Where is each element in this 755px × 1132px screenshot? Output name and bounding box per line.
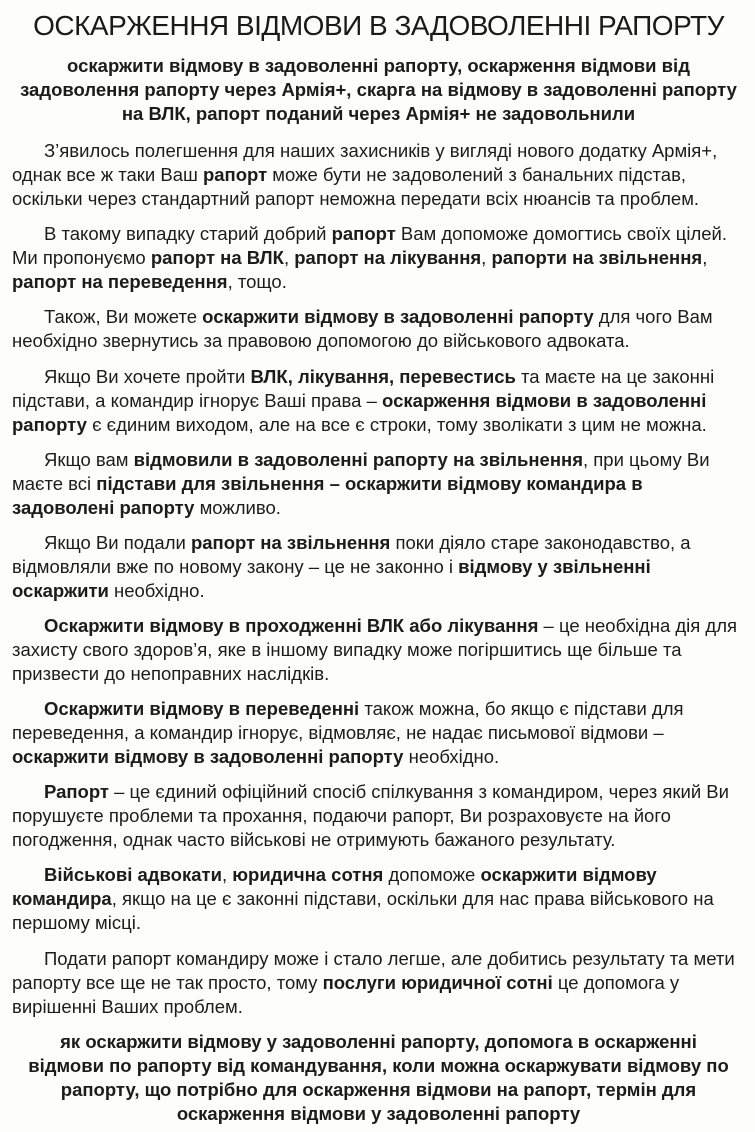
bold-text-run: рапорт на лікування: [294, 247, 482, 269]
document-title: ОСКАРЖЕННЯ ВІДМОВИ В ЗАДОВОЛЕННІ РАПОРТУ: [33, 10, 724, 41]
text-run: поки діяло старе законодавство, а відмовляли вже по новому закону – це не законно і: [12, 531, 691, 577]
bold-text-run: рапорт на переведення: [12, 271, 228, 293]
text-run: В такому випадку старий добрий: [44, 223, 332, 245]
paragraph: [12, 448, 745, 520]
bold-text-run: підстави для звільнення – оскаржити відмову командира в задоволені рапорту: [12, 472, 643, 518]
text-run: для чого Вам необхідно звернутись за правовою допомогою до військового адвоката.: [12, 306, 713, 352]
bold-text-run: ВЛК, лікування, перевестись: [250, 365, 516, 387]
text-run: ,: [702, 247, 708, 269]
bold-text-run: рапорт на звільнення: [190, 531, 391, 553]
text-run: З’явилось полегшення для наших захисників у вигляді нового додатку Армія+, однак все ж таки Ваш: [12, 140, 718, 186]
bold-text-run: Військові адвокати: [44, 864, 222, 886]
footer-paragraph: [12, 1030, 745, 1126]
paragraph: [12, 365, 745, 437]
bold-text-run: оскаржити відмову в задоволенні рапорту: [12, 746, 404, 768]
text-run: Якщо вам: [44, 448, 134, 470]
text-run: – це єдиний офіційний спосіб спілкування з командиром, через який Ви порушуєте проблеми та прохання, подаючи рапорт, Ви розраховуєте на його погодження, однак часто військові не отримують бажаного результату.: [12, 781, 729, 851]
bold-text-run: Рапорт: [44, 781, 109, 803]
paragraph: [12, 531, 745, 603]
bold-text-run: рапорт на ВЛК: [150, 247, 284, 269]
paragraph: [12, 305, 745, 353]
paragraph: [12, 947, 745, 1019]
text-run: це допомога у вирішенні Ваших проблем.: [12, 971, 680, 1017]
bold-text-run: відмовили в задоволенні рапорту на звільнення: [133, 448, 583, 470]
paragraph: [12, 697, 745, 769]
bold-text-run: Оскаржити відмову в переведенні: [44, 698, 360, 720]
text-run: ,: [221, 864, 233, 886]
bold-text-run: послуги юридичної сотні: [322, 971, 553, 993]
text-run: , якщо на це є законні підстави, оскільки для нас права військового на першому місці.: [12, 888, 714, 934]
text-run: необхідно.: [403, 746, 500, 768]
bold-text-run: оскаржити відмову командира: [12, 864, 657, 910]
bold-text-run: рапорт: [331, 223, 396, 245]
text-run: ,: [283, 247, 295, 269]
text-run: можливо.: [194, 496, 281, 518]
text-run: необхідно.: [108, 579, 205, 601]
text-run: – це необхідна дія для захисту свого здоров’я, яке в іншому випадку може погіршитись ще більше та призвести до непоправних наслідків.: [12, 614, 738, 685]
subtitle-paragraph: [12, 54, 745, 126]
bold-text-run: Оскаржити відмову в проходженні ВЛК або лікування: [44, 614, 539, 636]
bold-text-run: рапорт: [202, 164, 268, 186]
text-run: Також, Ви можете: [44, 306, 203, 328]
paragraph: [12, 139, 745, 211]
text-run: Подати рапорт командиру може і стало легше, але добитись результату та мети рапорту все ще не так просто, тому: [12, 947, 735, 993]
bold-text-run: як оскаржити відмову у задоволенні рапорту, допомога в оскарженні відмови по рапорту від командування, коли можна оскаржувати відмову по рапорту, що потрібно для оскарження відмови на рапорт, термін для оскарження відмови у задоволенні рапорту: [28, 1030, 729, 1124]
text-run: , при цьому Ви маєте всі: [12, 448, 710, 494]
bold-text-run: юридична сотня: [232, 864, 384, 886]
paragraph: [12, 614, 745, 686]
text-run: може бути не задоволений з банальних підстав, оскільки через стандартний рапорт неможна передати всіх нюансів та проблем.: [12, 164, 700, 210]
text-run: допоможе: [383, 864, 481, 886]
document-body: [12, 54, 745, 1126]
paragraph: [12, 863, 745, 935]
bold-text-run: оскарження відмови в задоволенні рапорту: [12, 389, 707, 435]
text-run: , тощо.: [227, 271, 287, 293]
paragraph: [12, 780, 745, 852]
text-run: Якщо Ви подали: [44, 531, 191, 553]
bold-text-run: відмову у звільненні оскаржити: [12, 555, 651, 601]
bold-text-run: рапорти на звільнення: [491, 247, 703, 269]
text-run: є єдиним виходом, але на все є строки, тому зволікати з цим не можна.: [86, 413, 707, 435]
text-run: також можна, бо якщо є підстави для переведення, а командир ігнорує, відмовляє, не надає письмової відмови –: [12, 698, 684, 744]
text-run: Якщо Ви хочете пройти: [44, 365, 251, 387]
text-run: Вам допоможе домогтись своїх цілей. Ми пропонуємо: [12, 223, 728, 269]
text-run: та маєте на це законні підстави, а командир ігнорує Ваші права –: [12, 365, 715, 411]
text-run: ,: [481, 247, 492, 269]
bold-text-run: оскаржити відмову в задоволенні рапорту: [202, 306, 594, 328]
paragraph: [12, 222, 745, 294]
bold-text-run: оскаржити відмову в задоволенні рапорту, оскарження відмови від задоволення рапорту через Армія+, скарга на відмову в задоволенні рапорту на ВЛК, рапорт поданий через Армія+ не задовольнили: [20, 55, 737, 125]
